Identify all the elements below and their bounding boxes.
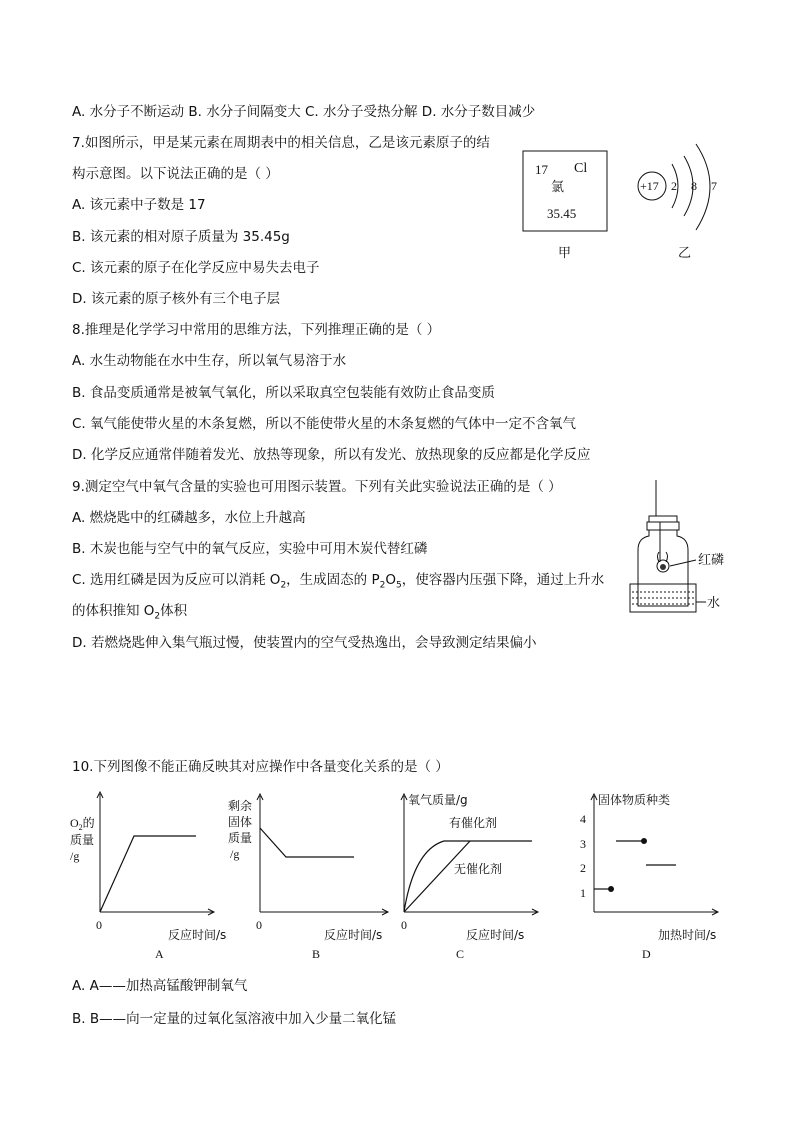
q10-stem: 10.下列图像不能正确反映其对应操作中各量变化关系的是（ ） bbox=[72, 759, 449, 775]
graph-d-xlabel: 加热时间/s bbox=[658, 928, 717, 942]
graph-d-caption: D bbox=[642, 947, 651, 961]
graph-a-ylabel-3: /g bbox=[70, 849, 80, 863]
shell-2-electrons: 8 bbox=[691, 179, 697, 193]
element-name: 氯 bbox=[551, 180, 565, 195]
graph-c-curve-catalyst bbox=[404, 841, 532, 912]
q7-option-a: A. 该元素中子数是 17 bbox=[72, 197, 206, 213]
q9-c2-text-2: 体积 bbox=[160, 603, 188, 619]
graph-c bbox=[394, 788, 544, 963]
graph-a-caption: A bbox=[155, 947, 164, 961]
q8-option-c: C. 氧气能使带火星的木条复燃，所以不能使带火星的木条复燃的气体中一定不含氧气 bbox=[72, 416, 577, 432]
q6-options: A. 水分子不断运动 B. 水分子间隔变大 C. 水分子受热分解 D. 水分子数目减少 bbox=[72, 104, 536, 120]
graph-a-ylabel-o: O bbox=[70, 816, 79, 830]
graph-c-curve-label-no-catalyst: 无催化剂 bbox=[454, 862, 503, 876]
graph-d-tick-4: 4 bbox=[580, 812, 586, 826]
graph-b-ylabel-1: 剩余 bbox=[228, 799, 253, 813]
q9-option-a: A. 燃烧匙中的红磷越多，水位上升越高 bbox=[72, 510, 306, 526]
oxygen-apparatus-figure bbox=[622, 478, 732, 618]
graph-c-caption: C bbox=[456, 947, 465, 961]
graph-d-tick-1: 1 bbox=[580, 886, 586, 900]
q9-stem: 9.测定空气中氧气含量的实验也可用图示装置。下列有关此实验说法正确的是（ ） bbox=[72, 479, 562, 495]
q8-option-b: B. 食品变质通常是被氧气氧化，所以采取真空包装能有效防止食品变质 bbox=[72, 385, 495, 401]
shell-3-electrons: 7 bbox=[711, 179, 717, 193]
q9-c2-text-1: 的体积推知 O bbox=[72, 603, 155, 619]
nucleus-charge: +17 bbox=[640, 179, 659, 193]
water-trough bbox=[630, 584, 696, 612]
graph-c-ylabel: 氧气质量/g bbox=[408, 793, 468, 807]
atom-structure-figure bbox=[632, 134, 728, 264]
graph-b-caption: B bbox=[312, 947, 321, 961]
graph-c-curve-label-catalyst: 有催化剂 bbox=[449, 816, 498, 830]
q9-option-b: B. 木炭也能与空气中的氧气反应，实验中可用木炭代替红磷 bbox=[72, 541, 428, 557]
q7-stem-line-2: 构示意图。以下说法正确的是（ ） bbox=[72, 166, 279, 182]
q8-option-d: D. 化学反应通常伴随着发光、放热等现象，所以有发光、放热现象的反应都是化学反应 bbox=[72, 447, 591, 463]
bottle-stopper-top bbox=[649, 516, 677, 522]
q9-c-text-2: ，生成固态的 P bbox=[286, 572, 380, 588]
graph-a-xlabel: 反应时间/s bbox=[168, 928, 227, 942]
graph-a-ylabel-sub: 2 bbox=[78, 823, 83, 832]
graph-a-ylabel-1 bbox=[70, 816, 95, 832]
graph-d bbox=[574, 788, 724, 963]
graph-a-curve bbox=[100, 836, 196, 912]
q9-c2-sub: 2 bbox=[154, 611, 161, 622]
graph-a bbox=[68, 788, 227, 963]
graph-b bbox=[226, 788, 396, 963]
graph-a-origin: 0 bbox=[96, 918, 102, 932]
graph-c-curve-no-catalyst bbox=[404, 841, 470, 912]
phosphorus-pointer bbox=[670, 560, 696, 566]
q9-option-c-line-1 bbox=[72, 571, 604, 595]
graph-d-point-1 bbox=[608, 886, 614, 892]
element-card-figure bbox=[520, 148, 610, 263]
q9-option-c-line-2 bbox=[72, 602, 187, 626]
graph-c-xlabel: 反应时间/s bbox=[466, 928, 525, 942]
graph-d-tick-3: 3 bbox=[580, 837, 586, 851]
graph-d-ylabel: 固体物质种类 bbox=[598, 793, 671, 807]
red-phosphorus bbox=[660, 564, 666, 570]
graph-a-ylabel-de: 的 bbox=[82, 816, 95, 830]
graph-b-ylabel-2: 固体 bbox=[228, 815, 253, 829]
q9-c-text-1: C. 选用红磷是因为反应可以消耗 O bbox=[72, 572, 281, 588]
q9-option-d: D. 若燃烧匙伸入集气瓶过慢，使装置内的空气受热逸出，会导致测定结果偏小 bbox=[72, 635, 537, 651]
graph-a-ylabel-2: 质量 bbox=[70, 833, 95, 847]
graph-b-curve bbox=[260, 828, 354, 857]
q10-option-a: A. A——加热高锰酸钾制氧气 bbox=[72, 978, 248, 994]
water-label: 水 bbox=[707, 596, 721, 611]
graph-b-xlabel: 反应时间/s bbox=[324, 928, 383, 942]
element-card-caption: 甲 bbox=[558, 246, 572, 261]
graph-b-ylabel-4: /g bbox=[230, 847, 240, 861]
graph-c-origin: 0 bbox=[401, 918, 407, 932]
graph-d-point-3 bbox=[641, 838, 647, 844]
phosphorus-label: 红磷 bbox=[698, 553, 725, 568]
q9-c-sub-2: 2 bbox=[379, 580, 386, 591]
element-atomic-mass: 35.45 bbox=[547, 206, 577, 221]
graph-b-ylabel-3: 质量 bbox=[228, 831, 253, 845]
q10-option-b: B. B——向一定量的过氧化氢溶液中加入少量二氧化锰 bbox=[72, 1011, 397, 1027]
element-atomic-number: 17 bbox=[535, 162, 548, 177]
q7-option-b: B. 该元素的相对原子质量为 35.45g bbox=[72, 229, 290, 245]
shell-1-electrons: 2 bbox=[671, 179, 677, 193]
q9-c-sub-1: 2 bbox=[280, 580, 287, 591]
q7-stem-line-1: 7.如图所示，甲是某元素在周期表中的相关信息，乙是该元素原子的结 bbox=[72, 135, 490, 151]
graph-d-tick-2: 2 bbox=[580, 861, 586, 875]
atom-diagram-caption: 乙 bbox=[678, 246, 692, 261]
q8-stem: 8.推理是化学学习中常用的思维方法，下列推理正确的是（ ） bbox=[72, 322, 441, 338]
electron-shell-3 bbox=[696, 144, 710, 230]
q9-c-text-3: O bbox=[385, 572, 396, 588]
graph-b-origin: 0 bbox=[256, 918, 262, 932]
q7-option-c: C. 该元素的原子在化学反应中易失去电子 bbox=[72, 260, 320, 276]
bottle-stopper bbox=[647, 522, 679, 530]
q8-option-a: A. 水生动物能在水中生存，所以氧气易溶于水 bbox=[72, 353, 347, 369]
q9-c-text-4: ，使容器内压强下降，通过上升水 bbox=[401, 572, 605, 588]
element-symbol: Cl bbox=[574, 161, 588, 176]
q9-c-sub-3: 5 bbox=[395, 580, 402, 591]
q7-option-d: D. 该元素的原子核外有三个电子层 bbox=[72, 291, 280, 307]
